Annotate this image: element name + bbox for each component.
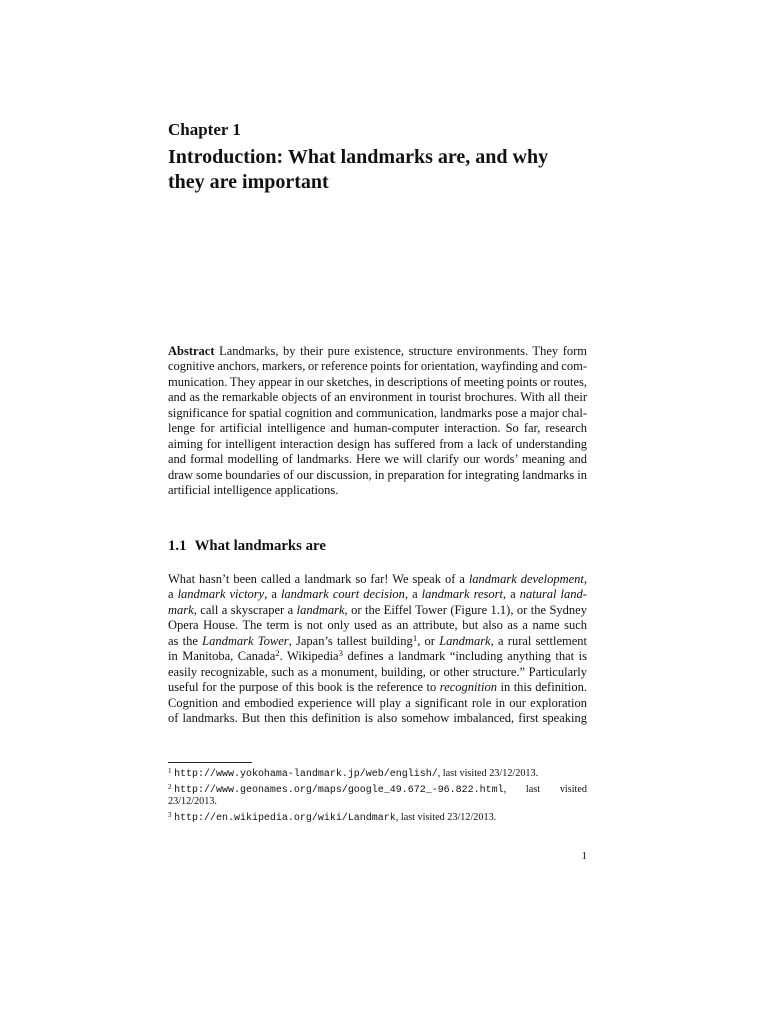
- footnote: [168, 784, 587, 808]
- footnote-url: http://www.yokohama-landmark.jp/web/english/: [174, 768, 438, 779]
- footnote-url: http://en.wikipedia.org/wiki/Landmark: [174, 812, 396, 823]
- emphasis-text: landmark development: [468, 572, 584, 586]
- emphasis-text: recognition: [439, 680, 497, 695]
- abstract-line: [168, 406, 587, 421]
- abstract-line: [168, 359, 587, 374]
- text-run: useful for the purpose of this book is the reference to: [168, 680, 440, 695]
- chapter-label: Chapter 1: [168, 120, 241, 139]
- footnote: [168, 768, 587, 780]
- text-run: in Manitoba, Canada: [168, 649, 276, 664]
- abstract-line: [168, 390, 587, 405]
- section-title: What landmarks are: [194, 538, 326, 554]
- abstract-label: Abstract: [168, 344, 215, 358]
- emphasis-text: landmark: [296, 602, 345, 617]
- text-run: , a: [503, 587, 520, 602]
- text-run: defines a landmark “including anything that is: [343, 649, 587, 664]
- text-run: significance for spatial cognition and communication, landmarks pose a major chal-: [168, 405, 587, 420]
- footnote-ref: 1: [412, 632, 418, 643]
- text-run: and as the remarkable objects of an environment in tourist brochures. With all their: [168, 390, 587, 405]
- text-run: , last visited 23/12/2013.: [437, 768, 539, 779]
- body-line: [168, 587, 587, 602]
- footnote-marker: 1: [168, 767, 172, 776]
- text-run: munication. They appear in our sketches, in descriptions of meeting points or routes,: [168, 374, 587, 389]
- body-line: [168, 572, 587, 587]
- abstract-line: [168, 421, 587, 436]
- body-line: [168, 665, 587, 680]
- text-run: artificial intelligence applications.: [168, 482, 339, 497]
- footnote-line: [168, 768, 587, 780]
- text-run: Landmarks, by their pure existence, structure environments. They form: [214, 344, 587, 358]
- body-paragraph: [168, 572, 587, 726]
- text-run: as the: [168, 633, 203, 648]
- abstract-line: [168, 468, 587, 483]
- body-line: [168, 696, 587, 711]
- footnote-line: [168, 784, 587, 796]
- text-run: , a rural settlement: [490, 633, 587, 648]
- footnote-line: [168, 812, 587, 824]
- footnote: [168, 812, 587, 824]
- emphasis-text: landmark court decision: [280, 587, 405, 602]
- body-line: [168, 649, 587, 664]
- text-run: ,: [583, 572, 587, 586]
- chapter-title-line: Introduction: What landmarks are, and why: [168, 146, 549, 168]
- body-line: [168, 711, 587, 726]
- text-run: draw some boundaries of our discussion, in preparation for integrating landmarks in: [168, 467, 587, 482]
- footnote-line: [168, 796, 587, 808]
- text-run: easily recognizable, such as a monument, building, or other structure.” Particularly: [168, 664, 587, 679]
- footnote-rule: [168, 762, 252, 763]
- footnote-marker: 2: [168, 783, 172, 792]
- chapter-title-line: they are important: [168, 171, 329, 193]
- text-run: lenge for artificial intelligence and human-computer interaction. So far, research: [168, 421, 587, 436]
- text-run: , or the Eiffel Tower (Figure 1.1), or the Sydney: [344, 602, 587, 617]
- section-number: 1.1: [168, 538, 187, 554]
- emphasis-text: landmark victory: [177, 587, 265, 602]
- emphasis-text: Landmark Tower: [202, 633, 289, 648]
- text-run: , or: [417, 633, 440, 648]
- emphasis-text: mark: [168, 602, 194, 617]
- abstract: [168, 344, 587, 498]
- text-run: , a: [404, 587, 422, 602]
- text-run: Cognition and embodied experience will play a significant role in our exploration: [168, 695, 587, 710]
- text-run: 23/12/2013.: [168, 796, 217, 807]
- footnote-ref: 3: [338, 648, 343, 659]
- body-line: [168, 634, 587, 649]
- footnote-url: http://www.geonames.org/maps/google_49.672_-96.822.html: [174, 784, 504, 795]
- abstract-line: [168, 344, 587, 359]
- section-heading: [168, 537, 326, 555]
- body-line: [168, 618, 587, 633]
- text-run: in this definition.: [496, 680, 587, 695]
- abstract-line: [168, 375, 587, 390]
- emphasis-text: natural land-: [519, 587, 587, 602]
- footnote-ref: 2: [275, 648, 280, 659]
- abstract-line: [168, 452, 587, 467]
- abstract-line: [168, 437, 587, 452]
- abstract-line: [168, 483, 587, 498]
- text-run: of landmarks. But then this definition is also somehow imbalanced, first speaking: [168, 710, 587, 725]
- text-run: cognitive anchors, markers, or reference points for orientation, wayfinding and com-: [168, 359, 587, 374]
- footnote-marker: 3: [168, 811, 172, 820]
- text-run: and formal modelling of landmarks. Here we will clarify our words’ meaning and: [168, 452, 587, 467]
- emphasis-text: Landmark: [439, 633, 491, 648]
- text-run: , call a skyscraper a: [193, 602, 297, 617]
- text-run: What hasn’t been called a landmark so far! We speak of a: [168, 572, 469, 586]
- text-run: , last visited 23/12/2013.: [395, 812, 497, 823]
- emphasis-text: landmark resort: [421, 587, 503, 602]
- text-run: Opera House. The term is not only used as an attribute, but also as a name such: [168, 618, 587, 633]
- text-run: , last visited: [503, 784, 587, 795]
- text-run: . Wikipedia: [279, 649, 339, 664]
- chapter-title: [168, 145, 598, 195]
- body-line: [168, 603, 587, 618]
- text-run: , a: [264, 587, 281, 602]
- page-number: 1: [581, 850, 587, 862]
- text-run: , Japan’s tallest building: [288, 633, 413, 648]
- body-line: [168, 680, 587, 695]
- text-run: a: [168, 587, 178, 602]
- text-run: aiming for intelligent interaction design has suffered from a lack of understanding: [168, 436, 587, 451]
